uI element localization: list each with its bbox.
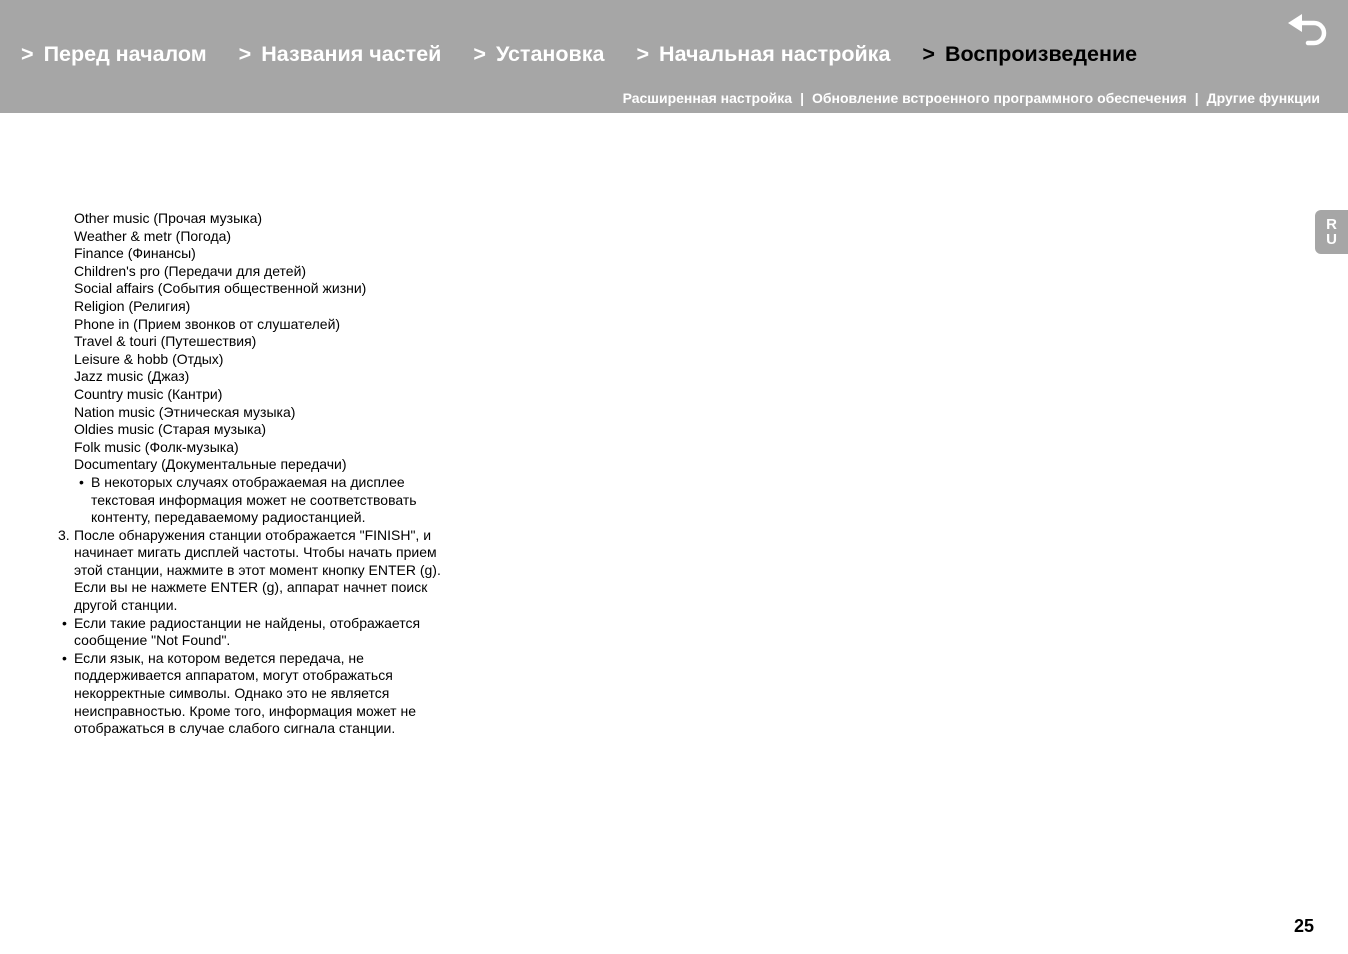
subnav-firmware-update[interactable]: Обновление встроенного программного обеспечения [811,90,1187,106]
chevron-right-icon: > [922,41,935,66]
genre-item: Religion (Религия) [74,297,191,314]
genre-item: Country music (Кантри) [74,385,223,402]
genre-item: Jazz music (Джаз) [74,368,190,385]
chevron-right-icon: > [238,41,252,66]
nav-item-playback[interactable] [922,42,1137,67]
language-letter: U [1326,231,1337,248]
subnav-separator: | [1194,90,1199,106]
sub-note-text: В некоторых случаях отображаемая на дисплее текстовая информация может не соответствовать контенту, передаваемому радиостанцией. [91,473,417,526]
genre-item: Finance (Финансы) [74,245,196,262]
subnav-other-functions[interactable]: Другие функции [1206,90,1320,106]
bullet-mark: • [62,649,67,666]
nav-label: Названия частей [261,41,442,66]
nav-item-part-names[interactable] [239,42,442,67]
chevron-right-icon: > [636,41,650,66]
back-button[interactable] [1286,14,1330,50]
nav-label: Начальная настройка [659,41,891,66]
bullet-mark: • [62,614,67,631]
nav-label: Установка [495,41,605,66]
genre-item: Leisure & hobb (Отдых) [74,350,224,367]
chevron-right-icon: > [21,41,34,66]
return-arrow-icon [1286,14,1330,50]
genre-item: Social affairs (События общественной жизни) [74,280,367,297]
subnav-separator: | [800,90,804,106]
note-text: Если язык, на котором ведется передача, не поддерживается аппаратом, могут отображаться некорректные символы. Однако это не является неисправностью. Кроме того, информация может не отображаться в случае слабого сигнала станции. [74,649,416,737]
page-number: 25 [1294,916,1315,936]
main-content [56,210,456,738]
step-3 [56,527,456,615]
step-number: 3. [58,526,70,543]
genre-item: Documentary (Документальные передачи) [74,456,347,473]
note-not-found [56,615,456,650]
nav-label: Перед началом [43,41,207,66]
nav-label: Воспроизведение [944,41,1138,66]
genre-item: Other music (Прочая музыка) [74,210,263,226]
note-language [56,650,456,738]
genre-item: Phone in (Прием звонков от слушателей) [74,315,341,332]
nav-item-initial-setup[interactable] [636,42,890,67]
genre-item: Weather & metr (Погода) [74,227,232,244]
genre-item: Oldies music (Старая музыка) [74,421,267,438]
step-text: После обнаружения станции отображается "FINISH", и начинает мигать дисплей частоты. Чтобы начать прием этой станции, нажмите в этот момент кнопку ENTER (g). Если вы не нажмете ENTER (g), аппарат начнет поиск другой станции. [74,526,441,614]
bullet-mark: • [79,473,84,490]
header-bar [0,0,1348,113]
sub-note [56,474,456,527]
language-tab [1315,210,1348,254]
chevron-right-icon: > [473,41,486,66]
note-text: Если такие радиостанции не найдены, отображается сообщение "Not Found". [74,614,421,649]
subnav-advanced-setup[interactable]: Расширенная настройка [622,90,793,106]
genre-item: Travel & touri (Путешествия) [74,333,257,350]
nav-item-installation[interactable] [473,42,604,67]
sub-navigation [623,89,1320,107]
language-letter: R [1326,216,1337,233]
genre-item: Folk music (Фолк-музыка) [74,438,239,455]
main-navigation [21,38,1169,70]
nav-item-before-start[interactable] [21,42,207,67]
genre-item: Nation music (Этническая музыка) [74,403,296,420]
genre-item: Children's pro (Передачи для детей) [74,262,307,279]
